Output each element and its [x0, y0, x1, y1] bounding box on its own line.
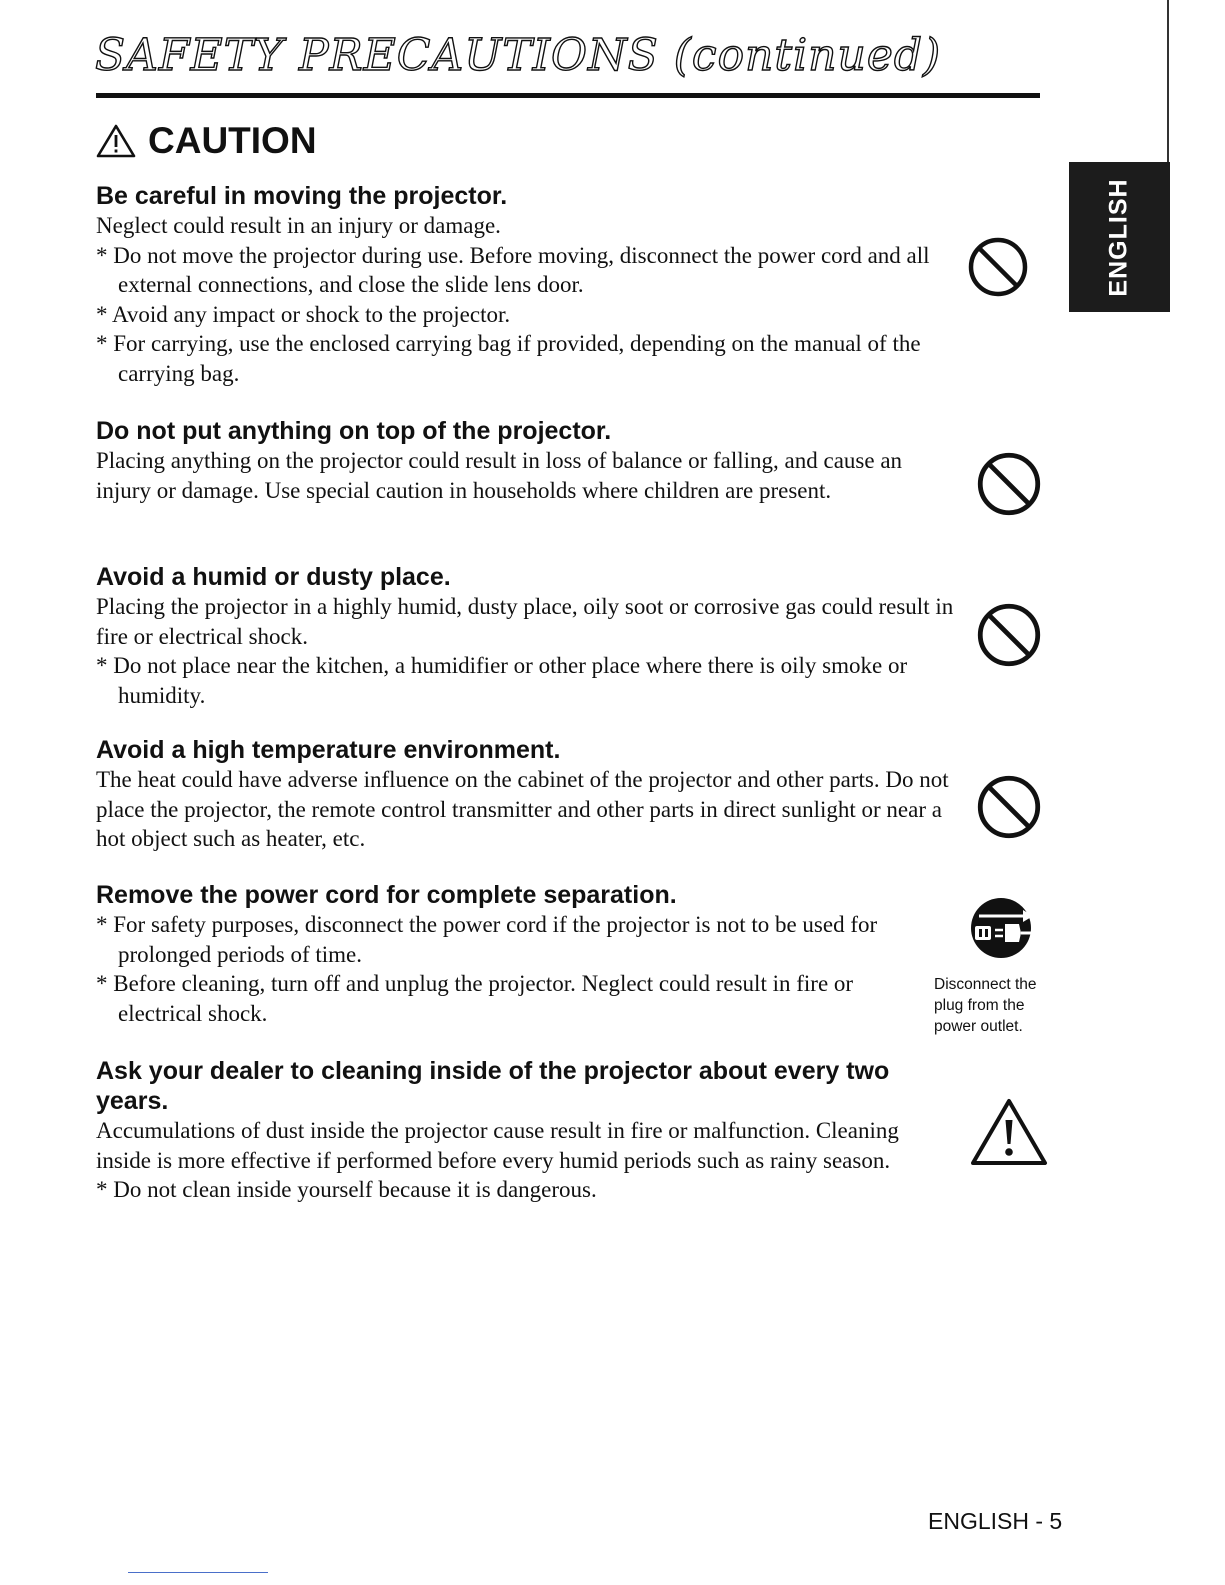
section-text: Placing anything on the projector could result in loss of balance or falling, and cause an injury or damage. Use special caution in households where children are present. — [96, 448, 903, 503]
section-heading: Be careful in moving the projector. — [96, 182, 508, 210]
section-text: Placing the projector in a highly humid, dusty place, oily soot or corrosive gas could result in fire or electrical shock. — [96, 594, 954, 649]
caution-heading — [96, 120, 317, 162]
section-text: The heat could have adverse influence on the cabinet of the projector and other parts. Do not place the projector, the remote control transmitter and other parts in direct sunlight or near a hot object such as heater, etc. — [96, 767, 949, 851]
page-title: SAFETY PRECAUTIONS (continued) — [95, 30, 942, 81]
section-top-of-projector — [96, 416, 956, 505]
unplug-caption: Disconnect the plug from the power outlet. — [934, 976, 1037, 1035]
prohibition-icon — [967, 236, 1029, 298]
prohibition-icon — [976, 451, 1042, 517]
bullet-item: * Do not clean inside yourself because it is dangerous. — [96, 1177, 597, 1202]
section-heading: Avoid a high temperature environment. — [96, 736, 561, 764]
unplug-icon — [965, 890, 1039, 964]
section-moving — [96, 181, 956, 388]
bullet-item: * For carrying, use the enclosed carrying bag if provided, depending on the manual of the carrying bag. — [96, 331, 921, 386]
prohibition-icon — [976, 774, 1042, 840]
bullet-item: * Do not move the projector during use. Before moving, disconnect the power cord and all external connections, and close the slide lens door. — [96, 242, 930, 297]
bullet-item: * Before cleaning, turn off and unplug the projector. Neglect could result in fire or electrical shock. — [96, 971, 854, 1026]
bullet-item: * For safety purposes, disconnect the power cord if the projector is not to be used for prolonged periods of time. — [96, 912, 878, 967]
bullet-item: * Avoid any impact or shock to the projector. — [96, 301, 511, 327]
section-heading: Remove the power cord for complete separation. — [96, 881, 677, 909]
language-tab-label: ENGLISH — [1105, 177, 1133, 297]
language-tab — [1069, 162, 1170, 312]
section-power-cord — [96, 880, 916, 1028]
title-rule — [96, 93, 1040, 98]
page-edge-line — [1167, 0, 1169, 180]
caution-triangle-icon — [96, 123, 136, 159]
section-heading: Avoid a humid or dusty place. — [96, 563, 451, 591]
bullet-item: * Do not place near the kitchen, a humidifier or other place where there is oily smoke or humidity. — [96, 653, 908, 708]
warning-icon — [968, 1096, 1050, 1168]
section-high-temperature — [96, 735, 956, 854]
footer-line — [128, 1572, 268, 1573]
section-heading: Ask your dealer to cleaning inside of the projector about every two years. — [96, 1057, 890, 1115]
caution-label: CAUTION — [148, 120, 317, 161]
section-humid-place — [96, 562, 956, 710]
section-text: Neglect could result in an injury or damage. — [96, 213, 501, 238]
page-number: ENGLISH - 5 — [928, 1508, 1063, 1534]
section-heading: Do not put anything on top of the projector. — [96, 417, 612, 445]
section-cleaning — [96, 1056, 956, 1205]
section-text: Accumulations of dust inside the projector cause result in fire or malfunction. Cleaning inside is more effective if performed before every humid periods such as rainy season. — [96, 1118, 899, 1173]
prohibition-icon — [976, 602, 1042, 668]
